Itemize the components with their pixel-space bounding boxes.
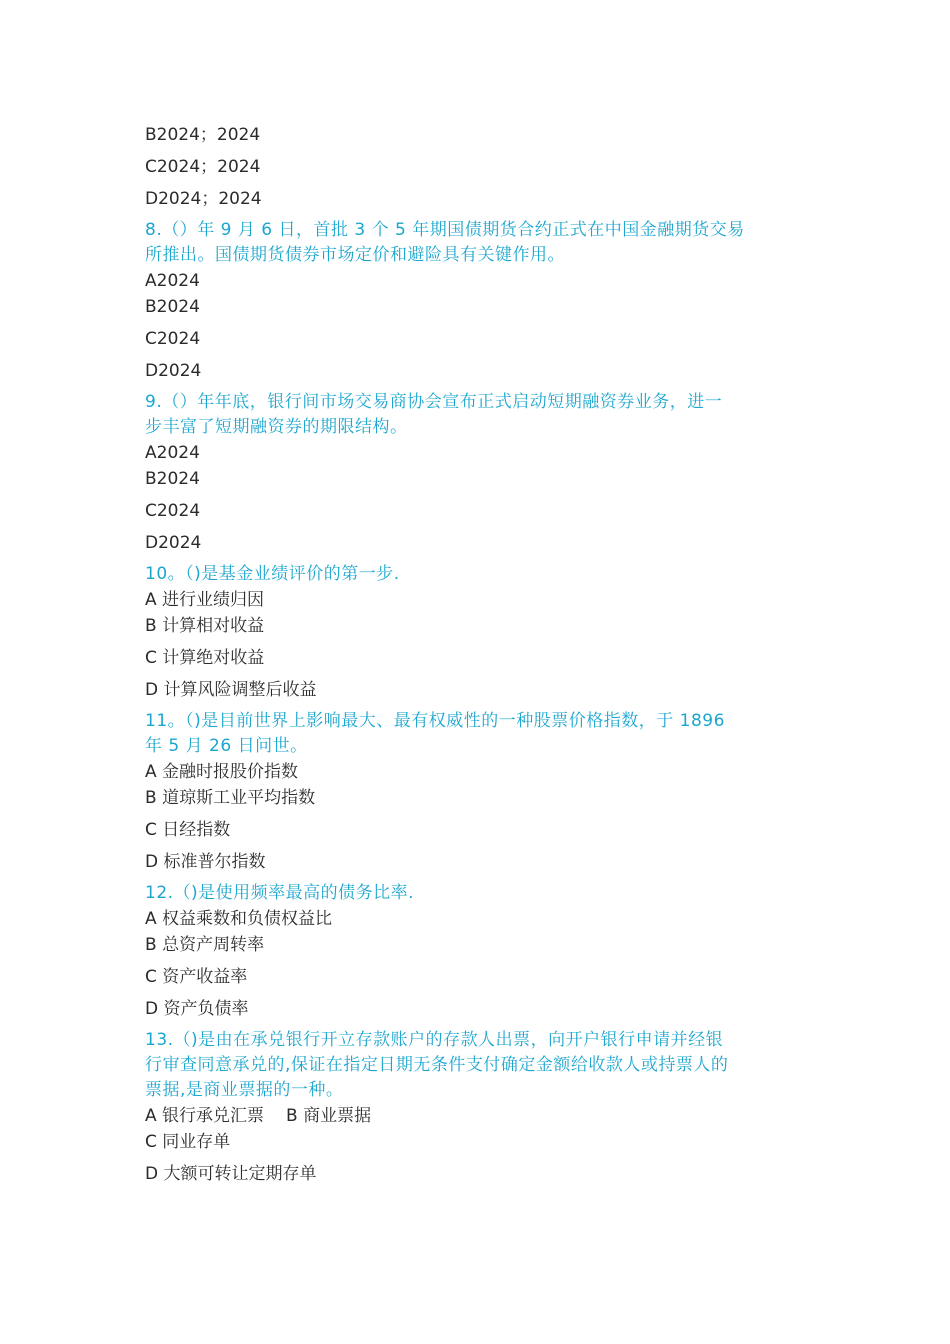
q8-option-c: C2024	[145, 329, 201, 349]
prev-option-b: B2024；2024	[145, 125, 261, 145]
q12-option-b: B 总资产周转率	[145, 935, 265, 955]
q12-option-a: A 权益乘数和负债权益比	[145, 909, 333, 929]
q9-option-a: A2024	[145, 443, 200, 463]
q13-option-d: D 大额可转让定期存单	[145, 1164, 317, 1184]
question-11-text-line1: 11。（)是目前世界上影响最大、最有权威性的一种股票价格指数，于 1896	[145, 711, 725, 731]
q8-option-d: D2024	[145, 361, 202, 381]
q11-option-d: D 标准普尔指数	[145, 852, 266, 872]
q9-option-c: C2024	[145, 501, 201, 521]
prev-option-d: D2024；2024	[145, 189, 262, 209]
question-8-text-line1: 8.（）年 9 月 6 日，首批 3 个 5 年期国债期货合约正式在中国金融期货交易	[145, 220, 745, 240]
q13-option-a: A 银行承兑汇票	[145, 1106, 265, 1126]
question-11-text-line2: 年 5 月 26 日问世。	[145, 736, 308, 756]
q8-option-a: A2024	[145, 271, 200, 291]
q13-option-row-ab	[145, 1103, 825, 1129]
q8-option-b: B2024	[145, 297, 200, 317]
question-8-text-line2: 所推出。国债期货债券市场定价和避险具有关键作用。	[145, 245, 565, 265]
q9-option-b: B2024	[145, 469, 200, 489]
question-13-text-line2: 行审查同意承兑的,保证在指定日期无条件支付确定金额给收款人或持票人的	[145, 1055, 729, 1075]
question-9-text-line1: 9.（）年年底，银行间市场交易商协会宣布正式启动短期融资券业务，进一	[145, 392, 723, 412]
q13-option-b: B 商业票据	[286, 1106, 372, 1126]
question-13-text-line1: 13.（)是由在承兑银行开立存款账户的存款人出票，向开户银行申请并经银	[145, 1030, 724, 1050]
q11-option-a: A 金融时报股价指数	[145, 762, 299, 782]
q12-option-d: D 资产负债率	[145, 999, 249, 1019]
q12-option-c: C 资产收益率	[145, 967, 248, 987]
q10-option-d: D 计算风险调整后收益	[145, 680, 317, 700]
q11-option-b: B 道琼斯工业平均指数	[145, 788, 316, 808]
q10-option-c: C 计算绝对收益	[145, 648, 265, 668]
question-12-text: 12.（)是使用频率最高的债务比率.	[145, 883, 415, 903]
q13-option-c: C 同业存单	[145, 1132, 231, 1152]
q10-option-b: B 计算相对收益	[145, 616, 265, 636]
document-page	[145, 122, 825, 1187]
q11-option-c: C 日经指数	[145, 820, 231, 840]
q9-option-d: D2024	[145, 533, 202, 553]
question-10-text: 10。（)是基金业绩评价的第一步.	[145, 564, 400, 584]
question-13-text-line3: 票据,是商业票据的一种。	[145, 1080, 344, 1100]
prev-option-c: C2024；2024	[145, 157, 261, 177]
question-9-text-line2: 步丰富了短期融资券的期限结构。	[145, 417, 408, 437]
q10-option-a: A 进行业绩归因	[145, 590, 265, 610]
